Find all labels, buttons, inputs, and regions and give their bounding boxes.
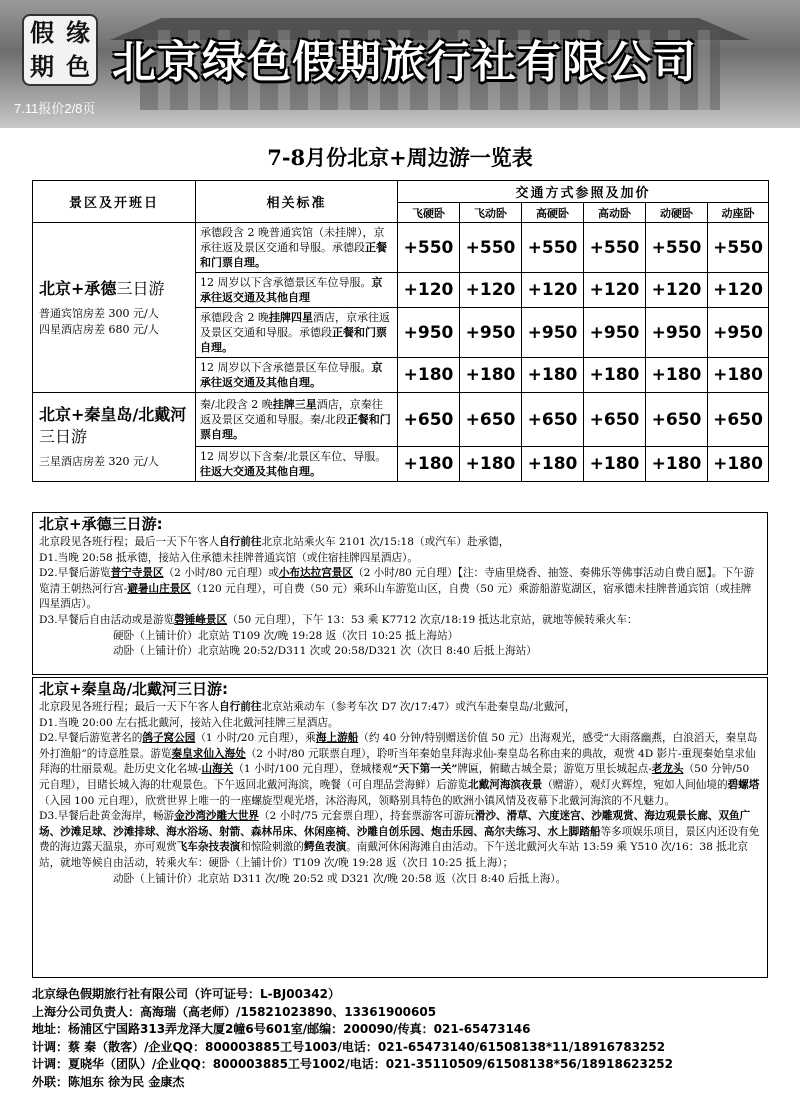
page-title: 7-8月份北京+周边游一览表: [267, 145, 533, 170]
header-transport: 交通方式参照及加价: [398, 181, 769, 203]
price-cell: +550: [646, 223, 708, 273]
price-cell: +120: [398, 273, 460, 308]
price-cell: +550: [398, 223, 460, 273]
price-cell: +180: [708, 358, 769, 393]
room-supplement-note: 普通宾馆房差 300 元/人: [39, 306, 159, 320]
header-scenic: 景区及开班日: [33, 181, 196, 223]
price-cell: +650: [708, 393, 769, 447]
price-cell: +120: [522, 273, 584, 308]
itinerary-line: D3.早餐后自由活动或是游览磬锤峰景区（50 元自理），下午 13：53 乘 K7712 次京/18:19 抵达北京站，就地等候转乘火车：: [39, 613, 638, 626]
mode-header: 动座卧: [708, 203, 769, 223]
price-cell: +550: [708, 223, 769, 273]
logo-char: 期: [30, 52, 54, 81]
mode-header: 飞硬卧: [398, 203, 460, 223]
logo-char: 假: [30, 18, 54, 47]
quote-page-note: 7.11报价2/8页: [14, 101, 96, 116]
price-table: [32, 180, 769, 482]
standard-desc: 承德段含 2 晚挂牌四星酒店，京承往返及景区交通和导服。承德段正餐和门票自理。: [196, 308, 398, 358]
price-cell: +950: [460, 308, 522, 358]
itinerary-qinhuangdao: [32, 677, 768, 978]
table-row: [33, 393, 769, 447]
mode-header: 高硬卧: [522, 203, 584, 223]
price-cell: +950: [646, 308, 708, 358]
price-cell: +950: [522, 308, 584, 358]
price-cell: +180: [584, 358, 646, 393]
standard-desc: 12 周岁以下含承德景区车位导服。京承往返交通及其他自理。: [196, 358, 398, 393]
footer-line: 上海分公司负责人：高海瑞（高老师）/15821023890、13361900605: [32, 1004, 437, 1019]
price-cell: +120: [460, 273, 522, 308]
price-cell: +180: [398, 358, 460, 393]
itinerary-line: 动卧（上铺计价）北京站晚 20:52/D311 次或 20:58/D321 次（次日 8:40 后抵上海站）: [113, 645, 537, 658]
company-logo: [22, 14, 98, 86]
company-name: 北京绿色假期旅行社有限公司: [112, 37, 697, 88]
price-cell: +180: [460, 358, 522, 393]
itinerary-line: D1.当晚 20:58 抵承德，接站入住承德未挂牌普通宾馆（或住宿挂牌四星酒店）。: [39, 551, 418, 564]
price-cell: +650: [460, 393, 522, 447]
standard-desc: 12 周岁以下含承德景区车位导服。京承往返交通及其他自理: [196, 273, 398, 308]
price-cell: +120: [584, 273, 646, 308]
room-supplement-note: 四星酒店房差 680 元/人: [39, 322, 159, 336]
price-cell: +180: [646, 358, 708, 393]
footer-line: 地址：杨浦区宁国路313弄龙泽大厦2幢6号601室/邮编：200090/传真：021-65473146: [32, 1022, 531, 1036]
scenic-name: 北京+秦皇岛/北戴河三日游: [39, 405, 187, 446]
price-cell: +180: [460, 447, 522, 482]
room-supplement-note: 三星酒店房差 320 元/人: [39, 455, 159, 468]
price-cell: +550: [522, 223, 584, 273]
itinerary-line: D2.早餐后游览著名的鸽子窝公园（1 小时/20 元自理），乘海上游船（约 40 分钟/特别赠送价值 50 元）出海观光，感受“大雨落幽燕，白浪滔天，秦皇岛外打渔船”的诗意胜景。游览秦皇求仙入海处（2 小时/80 元联票自理），聆听当年秦始皇拜海求仙-秦皇岛名称由来的典故，观赏 4D 影片-重现秦始皇求仙拜海的壮丽景观。赴历史文化名城-山海关（1 小时/100 元自理），登城楼观“天下第一关”牌匾，俯瞰古城全景；游览万里长城起点-老龙头（50 分钟/50 元自理），目睹长城入海的壮观景色。下午返回北戴河海滨，晚餐（可自理品尝海鲜）后游览北戴河海滨夜景（赠游），观灯火辉煌，宛如人间仙境的碧螺塔（入园 100 元自理），欣赏世界上唯一的一座螺旋型观光塔，沐浴海风，领略别具特色的欧洲小镇风情及夜幕下北戴河海滨的不凡魅力。: [39, 732, 760, 807]
standard-desc: 12 周岁以下含秦/北景区车位、导服。往返大交通及其他自理。: [196, 447, 398, 482]
itinerary-line: D1.当晚 20:00 左右抵北戴河，接站入住北戴河挂牌三星酒店。: [39, 716, 339, 729]
section-title: 北京+承德三日游:: [39, 515, 163, 533]
price-cell: +180: [522, 447, 584, 482]
logo-char: 色: [66, 52, 90, 81]
standard-desc: 秦/北段含 2 晚挂牌三星酒店，京秦往返及景区交通和导服。秦/北段正餐和门票自理。: [196, 393, 398, 447]
footer-line: 计调：蔡 秦（散客）/企业QQ：800003885工号1003/电话：021-65473140/61508138*11/18916783252: [32, 1039, 666, 1054]
itinerary-line: 北京段见各班行程；最后一天下午客人自行前往北京北站乘火车 2101 次/15:18（或汽车）赴承德，: [39, 536, 510, 548]
footer-line: 计调：夏晓华（团队）/企业QQ：800003885工号1002/电话：021-35110509/61508138*56/18918623252: [32, 1057, 673, 1071]
price-cell: +650: [522, 393, 584, 447]
table-row: [33, 223, 769, 273]
price-cell: +650: [646, 393, 708, 447]
section-title: 北京+秦皇岛/北戴河三日游:: [39, 680, 229, 698]
price-cell: +180: [646, 447, 708, 482]
price-cell: +950: [584, 308, 646, 358]
price-cell: +180: [708, 447, 769, 482]
price-cell: +120: [646, 273, 708, 308]
itinerary-line: 硬卧（上铺计价）北京站 T109 次/晚 19:28 返（次日 10:25 抵上海站）: [113, 629, 459, 642]
price-cell: +650: [584, 393, 646, 447]
price-cell: +120: [708, 273, 769, 308]
footer-line: 外联：陈旭东 徐为民 金康杰: [32, 1074, 185, 1089]
mode-header: 飞动卧: [460, 203, 522, 223]
price-cell: +550: [584, 223, 646, 273]
logo-char: 缘: [66, 18, 90, 47]
price-cell: +950: [398, 308, 460, 358]
price-cell: +180: [398, 447, 460, 482]
contact-footer: [32, 986, 792, 1091]
price-cell: +180: [522, 358, 584, 393]
scenic-name: 北京+承德三日游: [39, 278, 165, 298]
scenic-cell-qinhuangdao: [33, 393, 196, 482]
price-cell: +550: [460, 223, 522, 273]
price-cell: +950: [708, 308, 769, 358]
scenic-cell-chengde: [33, 223, 196, 393]
itinerary-line: D2.早餐后游览普宁寺景区（2 小时/80 元自理）或小布达拉宫景区（2 小时/80 元自理）【注：寺庙里烧香、抽签、奏佛乐等佛事活动自费自愿】。下午游览清王朝热河行宫-避暑山庄景区（120 元自理），可自费（50 元）乘环山车游览山区，自费（50 元）乘游船游览湖区，宿承德未挂牌普通宾馆（或挂牌四星酒店）。: [39, 567, 755, 611]
footer-line: 北京绿色假期旅行社有限公司（许可证号：L-BJ00342）: [32, 987, 340, 1001]
itinerary-chengde: [32, 512, 768, 675]
mode-header: 动硬卧: [646, 203, 708, 223]
itinerary-line: 北京段见各班行程；最后一天下午客人自行前往北京站乘动车（参考车次 D7 次/17:47）或汽车赴秦皇岛/北戴河，: [39, 701, 576, 713]
price-cell: +180: [584, 447, 646, 482]
header-banner: [0, 0, 800, 128]
itinerary-line: D3.早餐后赴黄金海岸，畅游金沙湾沙雕大世界（2 小时/75 元套票自理），持套票游客可游玩滑沙、滑草、六度迷宫、沙雕观赏、海边观景长廊、双鱼广场、沙滩足球、沙滩排球、海水浴场、射箭、森林吊床、休闲座椅、沙雕自创乐园、炮击乐园、高尔夫练习、水上脚踏船等多项娱乐项目，景区内还设有免费的海边露天温泉，亦可观赏飞车杂技表演和惊险刺激的鳄鱼表演。南戴河休闲海滩自由活动。下午送北戴河火车站 13:59 乘 Y510 次/16：38 抵北京站，就地等候自由活动，转乘火车：硬卧（上铺计价）T109 次/晚 19:28 返（次日 10:25 抵上海）；: [39, 810, 760, 869]
standard-desc: 承德段含 2 晚普通宾馆（未挂牌），京承往返及景区交通和导服。承德段正餐和门票自理。: [196, 223, 398, 273]
price-cell: +650: [398, 393, 460, 447]
itinerary-line: 动卧（上铺计价）北京站 D311 次/晚 20:52 或 D321 次/晚 20:58 返（次日 8:40 后抵上海）。: [113, 872, 567, 885]
mode-header: 高动卧: [584, 203, 646, 223]
header-standard: 相关标准: [196, 181, 398, 223]
